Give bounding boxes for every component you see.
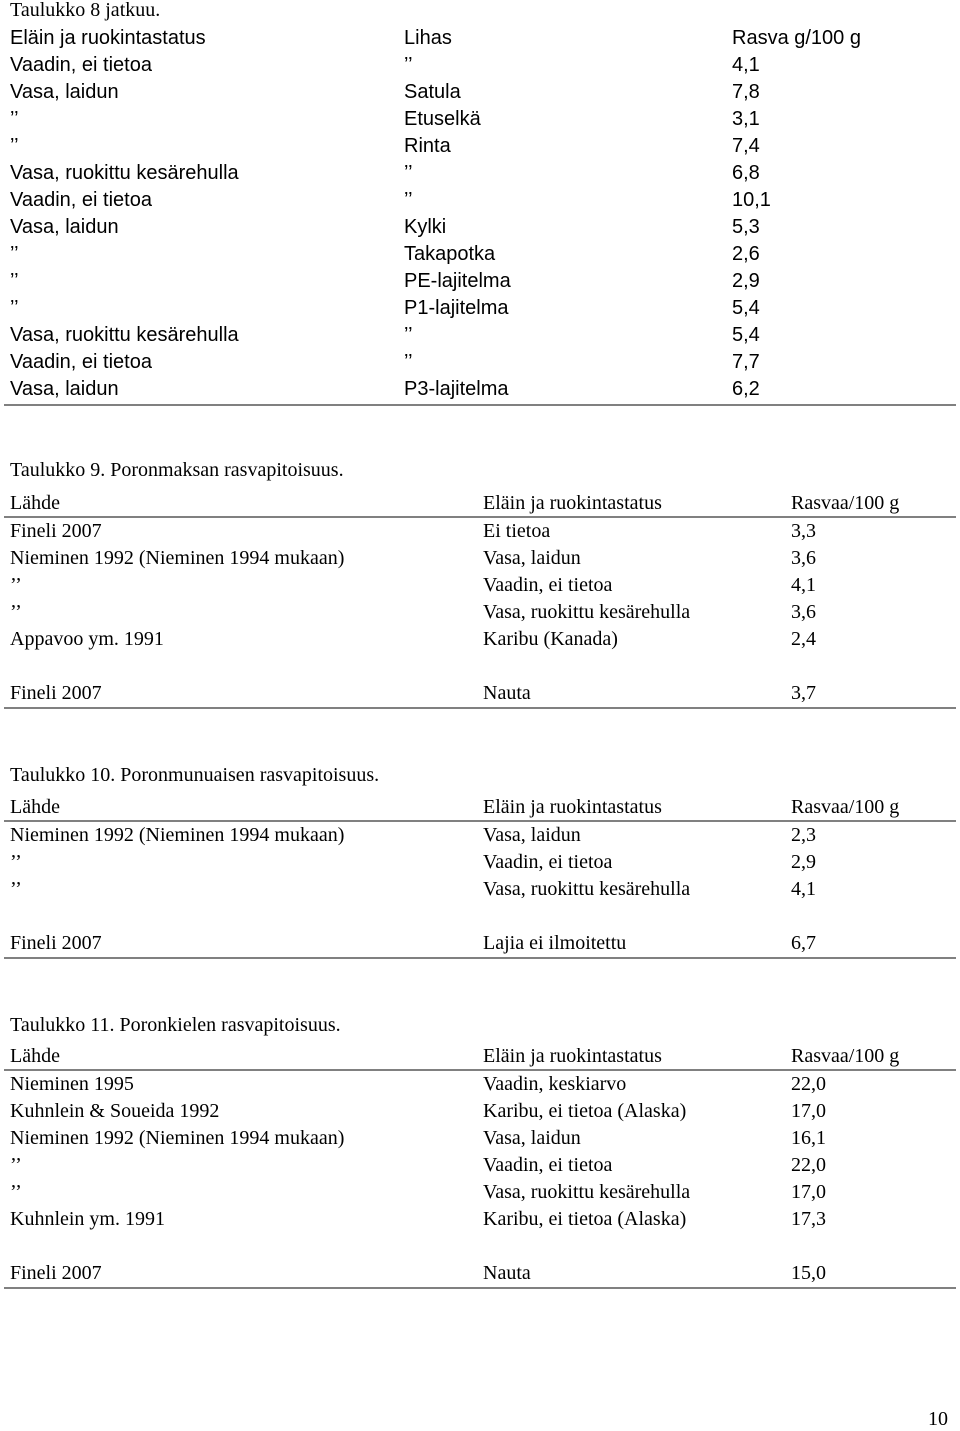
cell: ’’ (10, 108, 19, 130)
cell: 5,4 (732, 297, 760, 319)
table-10-bottom-rule (4, 957, 956, 959)
cell: Vaadin, ei tietoa (483, 1154, 613, 1176)
table-row (0, 680, 960, 707)
cell: P1-lajitelma (404, 297, 509, 319)
cell: 4,1 (732, 54, 760, 76)
cell: ’’ (10, 1181, 22, 1203)
table-row (0, 1260, 960, 1287)
table-8-caption: Taulukko 8 jatkuu. (10, 0, 161, 21)
table-row (0, 322, 960, 349)
cell: 7,8 (732, 81, 760, 103)
cell: 5,3 (732, 216, 760, 238)
column-header: Eläin ja ruokintastatus (483, 1045, 662, 1067)
cell: Kuhnlein ym. 1991 (10, 1208, 165, 1230)
cell: Vasa, laidun (10, 81, 119, 103)
table-row (0, 1098, 960, 1125)
cell: Fineli 2007 (10, 1262, 102, 1284)
column-header: Eläin ja ruokintastatus (10, 27, 206, 49)
cell: 7,7 (732, 351, 760, 373)
cell: Fineli 2007 (10, 682, 102, 704)
cell: P3-lajitelma (404, 378, 509, 400)
table-row (0, 1125, 960, 1152)
table-row (0, 160, 960, 187)
table-row (0, 1071, 960, 1098)
table-row (0, 599, 960, 626)
cell: ’’ (404, 54, 413, 76)
cell: ’’ (10, 1154, 22, 1176)
cell: ’’ (404, 189, 413, 211)
column-header: Lähde (10, 492, 60, 514)
cell: Nieminen 1992 (Nieminen 1994 mukaan) (10, 824, 345, 846)
table-row (0, 106, 960, 133)
table-11-header (0, 1043, 960, 1070)
cell: 4,1 (791, 574, 816, 596)
cell: Kuhnlein & Soueida 1992 (10, 1100, 220, 1122)
table-row (0, 214, 960, 241)
cell: Ei tietoa (483, 520, 551, 542)
cell: Vasa, laidun (10, 378, 119, 400)
cell: Nauta (483, 1262, 531, 1284)
table-8-header (0, 25, 960, 52)
table-row (0, 572, 960, 599)
cell: 6,2 (732, 378, 760, 400)
column-header: Lähde (10, 1045, 60, 1067)
cell: PE-lajitelma (404, 270, 511, 292)
cell: Karibu (Kanada) (483, 628, 618, 650)
cell: ’’ (404, 351, 413, 373)
cell: ’’ (10, 851, 22, 873)
cell: Satula (404, 81, 461, 103)
cell: 10,1 (732, 189, 771, 211)
table-row (0, 295, 960, 322)
cell: Vasa, laidun (483, 824, 581, 846)
cell: Vaadin, ei tietoa (10, 54, 152, 76)
cell: ’’ (10, 297, 19, 319)
cell: Fineli 2007 (10, 520, 102, 542)
cell: 3,6 (791, 547, 816, 569)
cell: ’’ (10, 243, 19, 265)
table-10-header (0, 794, 960, 821)
cell: Karibu, ei tietoa (Alaska) (483, 1208, 687, 1230)
table-row (0, 241, 960, 268)
cell: ’’ (10, 601, 22, 623)
table-row (0, 79, 960, 106)
cell: ’’ (404, 162, 413, 184)
table-row (0, 268, 960, 295)
cell: 2,6 (732, 243, 760, 265)
cell: 17,3 (791, 1208, 826, 1230)
table-10-caption: Taulukko 10. Poronmunuaisen rasvapitoisuus. (10, 764, 380, 786)
cell: 6,8 (732, 162, 760, 184)
column-header: Eläin ja ruokintastatus (483, 492, 662, 514)
cell: 7,4 (732, 135, 760, 157)
cell: Etuselkä (404, 108, 481, 130)
table-row (0, 349, 960, 376)
cell: Vasa, laidun (10, 216, 119, 238)
cell: Nieminen 1992 (Nieminen 1994 mukaan) (10, 1127, 345, 1149)
table-row (0, 52, 960, 79)
cell: Vasa, ruokittu kesärehulla (10, 324, 239, 346)
table-row (0, 133, 960, 160)
table-9-header (0, 490, 960, 517)
table-row (0, 1206, 960, 1233)
cell: Appavoo ym. 1991 (10, 628, 164, 650)
cell: Vasa, laidun (483, 547, 581, 569)
table-row (0, 376, 960, 403)
cell: ’’ (10, 878, 22, 900)
table-row (0, 930, 960, 957)
cell: ’’ (404, 324, 413, 346)
cell: Vasa, ruokittu kesärehulla (10, 162, 239, 184)
cell: Vaadin, keskiarvo (483, 1073, 627, 1095)
cell: Vaadin, ei tietoa (483, 574, 613, 596)
table-row (0, 822, 960, 849)
table-row (0, 1152, 960, 1179)
table-11-bottom-rule (4, 1287, 956, 1289)
cell: ’’ (10, 270, 19, 292)
cell: ’’ (10, 135, 19, 157)
column-header: Rasvaa/100 g (791, 492, 900, 514)
table-row (0, 545, 960, 572)
cell: 17,0 (791, 1181, 826, 1203)
cell: 3,1 (732, 108, 760, 130)
cell: 2,9 (732, 270, 760, 292)
cell: 2,9 (791, 851, 816, 873)
cell: Kylki (404, 216, 447, 238)
table-row (0, 876, 960, 903)
column-header: Eläin ja ruokintastatus (483, 796, 662, 818)
page-number: 10 (928, 1408, 948, 1430)
table-8-bottom-rule (4, 404, 956, 406)
cell: ’’ (10, 574, 22, 596)
cell: 22,0 (791, 1154, 826, 1176)
cell: Fineli 2007 (10, 932, 102, 954)
cell: 22,0 (791, 1073, 826, 1095)
cell: 2,3 (791, 824, 816, 846)
cell: Rinta (404, 135, 451, 157)
cell: Vasa, ruokittu kesärehulla (483, 601, 691, 623)
cell: 15,0 (791, 1262, 826, 1284)
cell: 2,4 (791, 628, 816, 650)
column-header: Lihas (404, 27, 452, 49)
cell: Vasa, ruokittu kesärehulla (483, 1181, 691, 1203)
cell: Karibu, ei tietoa (Alaska) (483, 1100, 687, 1122)
cell: 6,7 (791, 932, 816, 954)
cell: 5,4 (732, 324, 760, 346)
cell: 4,1 (791, 878, 816, 900)
cell: Vaadin, ei tietoa (483, 851, 613, 873)
column-header: Rasva g/100 g (732, 27, 861, 49)
column-header: Lähde (10, 796, 60, 818)
cell: 3,7 (791, 682, 816, 704)
cell: Nieminen 1995 (10, 1073, 134, 1095)
cell: 17,0 (791, 1100, 826, 1122)
cell: 16,1 (791, 1127, 826, 1149)
cell: Vaadin, ei tietoa (10, 351, 152, 373)
cell: Lajia ei ilmoitettu (483, 932, 627, 954)
cell: Takapotka (404, 243, 496, 265)
cell: Vasa, laidun (483, 1127, 581, 1149)
table-11-caption: Taulukko 11. Poronkielen rasvapitoisuus. (10, 1014, 341, 1036)
table-9-bottom-rule (4, 707, 956, 709)
cell: 3,3 (791, 520, 816, 542)
column-header: Rasvaa/100 g (791, 1045, 900, 1067)
table-row (0, 187, 960, 214)
column-header: Rasvaa/100 g (791, 796, 900, 818)
table-row (0, 849, 960, 876)
table-row (0, 1179, 960, 1206)
cell: Nieminen 1992 (Nieminen 1994 mukaan) (10, 547, 345, 569)
cell: Vaadin, ei tietoa (10, 189, 152, 211)
cell: 3,6 (791, 601, 816, 623)
cell: Vasa, ruokittu kesärehulla (483, 878, 691, 900)
table-9-caption: Taulukko 9. Poronmaksan rasvapitoisuus. (10, 459, 344, 481)
table-row (0, 518, 960, 545)
table-row (0, 626, 960, 653)
cell: Nauta (483, 682, 531, 704)
